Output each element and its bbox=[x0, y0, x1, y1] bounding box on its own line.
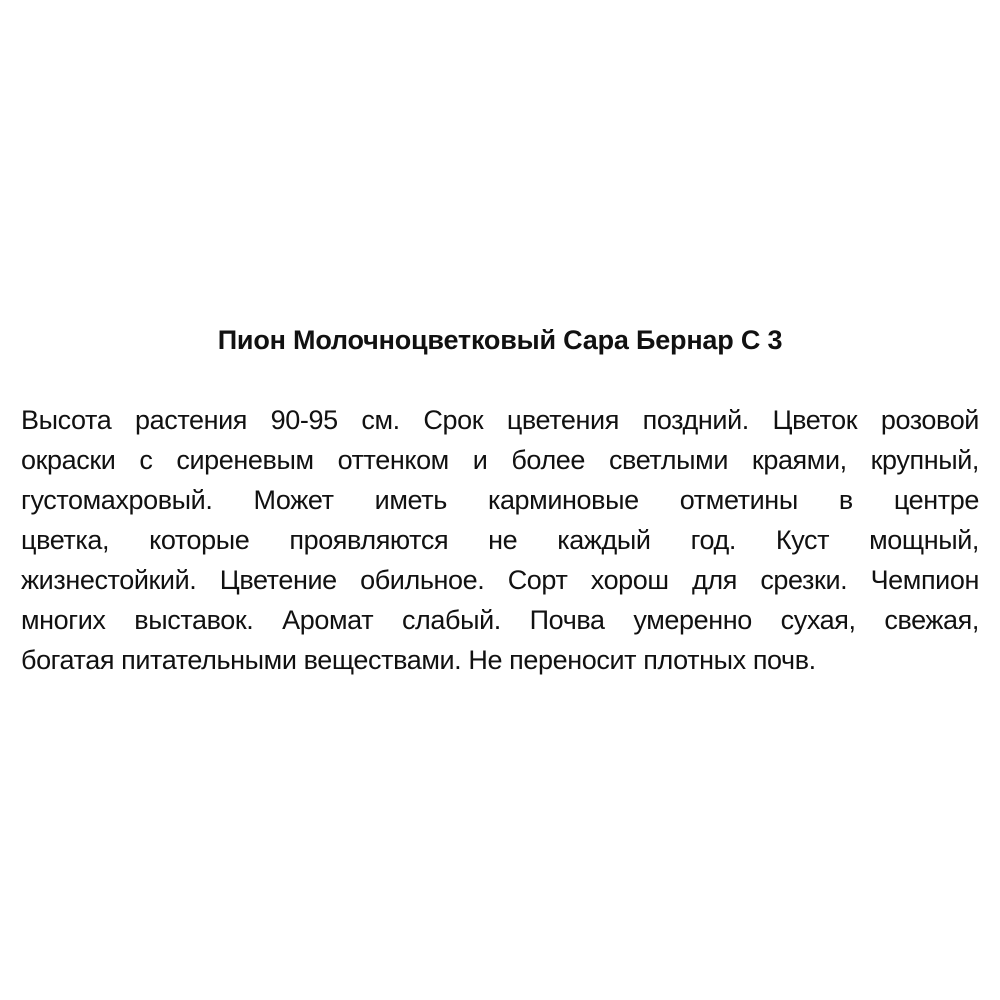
description-line: окраски с сиреневым оттенком и более светлыми краями, крупный, bbox=[21, 445, 979, 475]
description-line: цветка, которые проявляются не каждый год. Куст мощный, bbox=[21, 525, 979, 555]
description-line: Высота растения 90-95 см. Срок цветения поздний. Цветок розовой bbox=[21, 405, 979, 435]
description-line: богатая питательными веществами. Не переносит плотных почв. bbox=[21, 645, 816, 675]
description-line: многих выставок. Аромат слабый. Почва умеренно сухая, свежая, bbox=[21, 605, 979, 635]
description-line: густомахровый. Может иметь карминовые отметины в центре bbox=[21, 485, 979, 515]
description-line: жизнестойкий. Цветение обильное. Сорт хорош для срезки. Чемпион bbox=[21, 565, 979, 595]
description-paragraph bbox=[21, 400, 979, 680]
product-title: Пион Молочноцветковый Сара Бернар С 3 bbox=[217, 325, 783, 355]
